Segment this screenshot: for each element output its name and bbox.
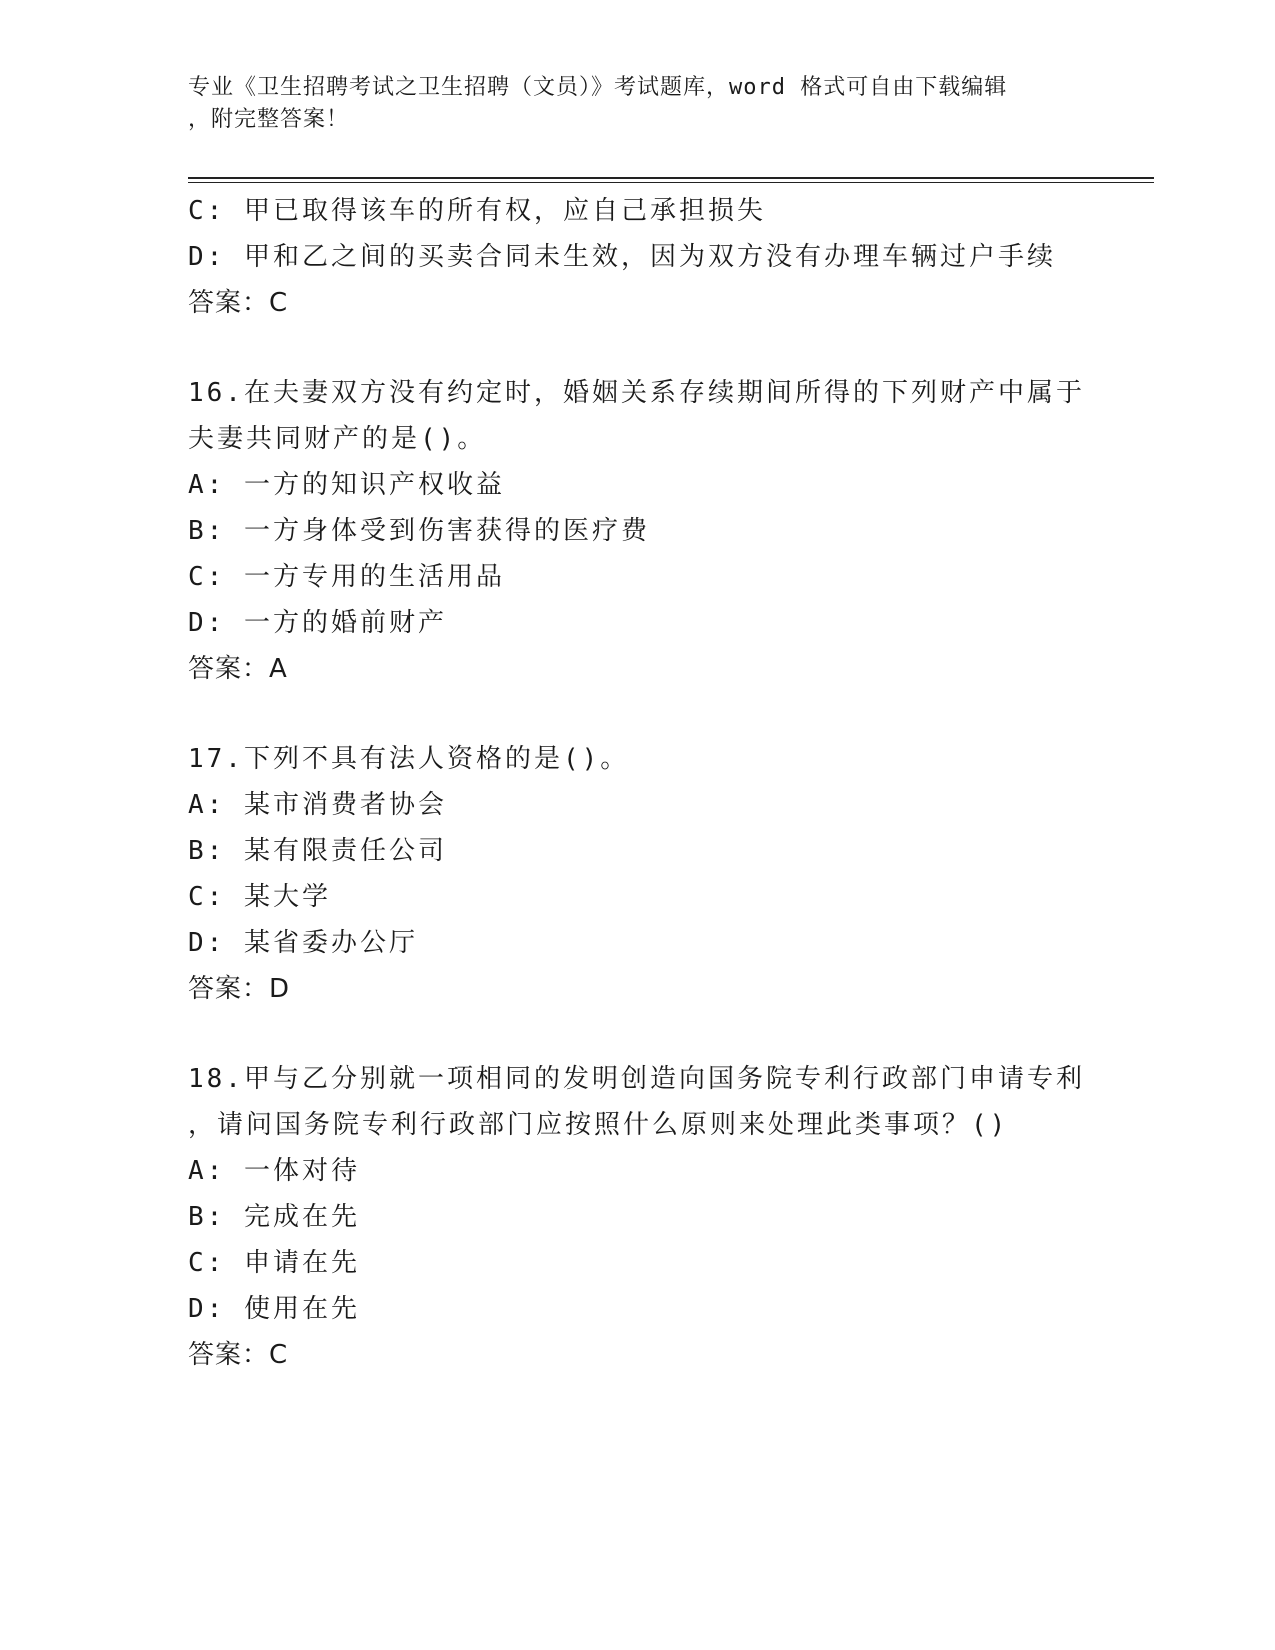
option-c: C: 一方专用的生活用品 <box>188 562 505 592</box>
option-b: B: 某有限责任公司 <box>188 836 447 866</box>
option-a: A: 一方的知识产权收益 <box>188 470 505 500</box>
option-c: C: 甲已取得该车的所有权，应自己承担损失 <box>188 196 766 226</box>
question-list <box>188 188 1128 1378</box>
header-line-1: 专业《卫生招聘考试之卫生招聘（文员）》考试题库，word 格式可自由下载编辑 <box>188 75 1008 100</box>
option-a: A: 某市消费者协会 <box>188 790 447 820</box>
option-d: D: 甲和乙之间的买卖合同未生效，因为双方没有办理车辆过户手续 <box>188 242 1056 272</box>
document-header <box>188 72 1068 136</box>
spacer <box>188 1012 1128 1056</box>
header-divider-thick <box>188 177 1154 179</box>
answer-label: 答案：A <box>188 654 288 684</box>
header-line-2: ，附完整答案！ <box>188 107 350 132</box>
question-18 <box>188 1056 1128 1378</box>
spacer <box>188 326 1128 370</box>
option-a: A: 一体对待 <box>188 1156 360 1186</box>
option-c: C: 申请在先 <box>188 1248 360 1278</box>
option-d: D: 某省委办公厅 <box>188 928 418 958</box>
answer-label: 答案：D <box>188 974 291 1004</box>
question-stem: 17.下列不具有法人资格的是()。 <box>188 744 630 774</box>
option-d: D: 使用在先 <box>188 1294 360 1324</box>
option-d: D: 一方的婚前财产 <box>188 608 447 638</box>
option-c: C: 某大学 <box>188 882 331 912</box>
spacer <box>188 692 1128 736</box>
option-b: B: 一方身体受到伤害获得的医疗费 <box>188 516 650 546</box>
header-divider-thin <box>188 182 1154 183</box>
question-stem: 18.甲与乙分别就一项相同的发明创造向国务院专利行政部门申请专利 <box>188 1064 1085 1094</box>
question-stem: ，请问国务院专利行政部门应按照什么原则来处理此类事项？() <box>188 1110 1009 1140</box>
question-stem: 夫妻共同财产的是()。 <box>188 424 487 454</box>
answer-label: 答案：C <box>188 1340 289 1370</box>
question-17 <box>188 736 1128 1012</box>
question-16 <box>188 370 1128 692</box>
answer-label: 答案：C <box>188 288 289 318</box>
question-continuation <box>188 188 1128 326</box>
option-b: B: 完成在先 <box>188 1202 360 1232</box>
question-stem: 16.在夫妻双方没有约定时，婚姻关系存续期间所得的下列财产中属于 <box>188 378 1085 408</box>
